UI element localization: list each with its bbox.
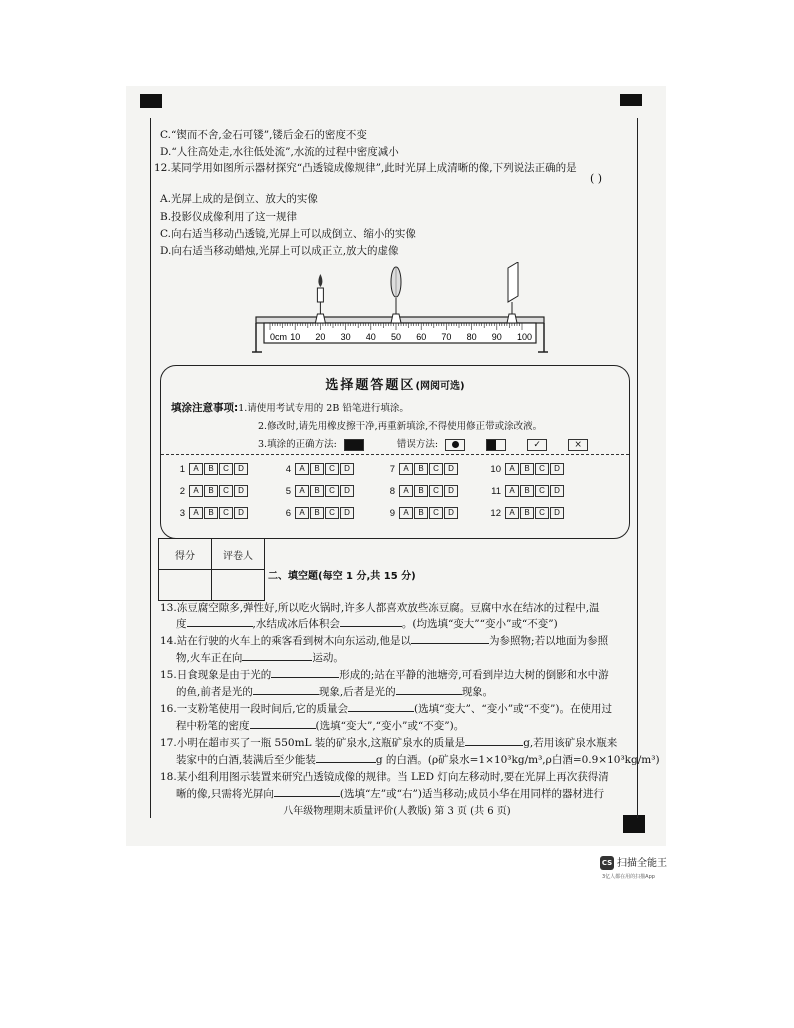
q15-text-4: 现象,后者是光的 [318, 686, 396, 698]
wrong-method-label: 错误方法: [396, 439, 439, 450]
answer-number: 10 [490, 463, 501, 475]
answer-bubble[interactable]: A [505, 463, 519, 475]
q14-text-3: 物,火车正在向 [176, 652, 243, 664]
answer-number: 11 [491, 485, 501, 497]
answer-bubble[interactable]: D [444, 463, 458, 475]
question-12: 12.某同学用如图所示器材探究“凸透镜成像规律”,此时光屏上成清晰的像,下列说法正确的是 [154, 162, 577, 174]
holder-base [391, 314, 401, 323]
option-c-q11: C.“锲而不舍,金石可镂”,镂后金石的密度不变 [160, 129, 367, 141]
q15-text-5: 现象。 [461, 686, 494, 698]
answer-bubble[interactable]: A [295, 507, 309, 519]
candle [315, 274, 325, 323]
answer-bubble[interactable]: B [414, 463, 428, 475]
answer-bubble[interactable]: C [429, 485, 443, 497]
question-14-line-1 [160, 634, 630, 648]
q17-text-3: 装家中的白酒,装满后至少能装 [176, 754, 316, 766]
answer-bubble[interactable]: D [550, 507, 564, 519]
ruler-tick-label: 70 [441, 332, 452, 342]
section-2-heading: 二、填空题(每空 1 分,共 15 分) [268, 571, 416, 582]
q14-blank-1[interactable] [411, 643, 489, 644]
answer-row [171, 463, 249, 475]
cs-logo-icon: CS [600, 856, 614, 870]
answer-row [171, 485, 249, 497]
question-13-line-2 [160, 617, 630, 631]
answer-bubble[interactable]: D [340, 463, 354, 475]
q17-text-1: 17.小明在超市买了一瓶 550mL 装的矿泉水,这瓶矿泉水的质量是 [160, 737, 466, 749]
answer-bubble[interactable]: B [414, 485, 428, 497]
answer-number: 5 [285, 485, 291, 497]
notice-text-1: 1.请使用考试专用的 2B 铅笔进行填涂。 [238, 403, 409, 414]
answer-bubble[interactable]: B [310, 485, 324, 497]
q15-blank-3[interactable] [396, 694, 462, 695]
answer-bubble[interactable]: C [535, 463, 549, 475]
question-15-line-2 [160, 685, 630, 699]
answer-bubble[interactable]: C [219, 463, 233, 475]
answer-bubble[interactable]: B [520, 507, 534, 519]
q13-text-1: 度 [176, 618, 187, 630]
answer-bubble[interactable]: A [189, 463, 203, 475]
q13-text-3: 。(均选填“变大”“变小”或“不变”) [401, 618, 558, 630]
answer-number: 3 [179, 507, 185, 519]
answer-bubble[interactable]: D [234, 507, 248, 519]
answer-bubble[interactable]: D [444, 485, 458, 497]
answer-bubble[interactable]: C [219, 485, 233, 497]
ruler-tick-label: 50 [391, 332, 402, 342]
answer-bubble[interactable]: B [310, 463, 324, 475]
grader-cell[interactable] [212, 570, 265, 601]
scanner-app-logo [600, 854, 667, 881]
q15-text-2: 形成的;站在平静的池塘旁,可看到岸边大树的倒影和水中游 [339, 669, 609, 681]
ruler-tick-label: 90 [491, 332, 502, 342]
answer-bubble[interactable]: A [399, 463, 413, 475]
q13-text-2: ,水结成冰后体积会 [252, 618, 340, 630]
question-16-line-1 [160, 702, 630, 716]
q16-blank-2[interactable] [250, 728, 316, 729]
answer-row [277, 463, 355, 475]
q18-text-1: 晰的像,只需将光屏向 [176, 788, 274, 800]
holder-base [315, 314, 325, 323]
wrong-fill-cross-sample: × [568, 439, 588, 451]
light-screen [507, 262, 518, 323]
page-footer: 八年级物理期末质量评价(人教版) 第 3 页 (共 6 页) [283, 806, 511, 817]
answer-bubble[interactable]: B [414, 507, 428, 519]
answer-bubble[interactable]: C [219, 507, 233, 519]
ruler-tick-label: 30 [340, 332, 351, 342]
q15-blank-1[interactable] [271, 677, 339, 678]
option-c-q12: C.向右适当移动凸透镜,光屏上可以成倒立、缩小的实像 [160, 228, 416, 240]
optical-bench-figure [250, 262, 550, 360]
answer-number: 4 [285, 463, 291, 475]
answer-area-title-note: (网阅可选) [415, 381, 465, 392]
q15-text-3: 的鱼,前者是光的 [176, 686, 253, 698]
holder-base [507, 314, 517, 323]
scanner-app-tagline: 3亿人都在用的扫描App [602, 874, 655, 880]
question-14-line-2 [160, 651, 630, 665]
dashed-separator [161, 454, 629, 455]
option-b-q12: B.投影仪成像利用了这一规律 [160, 211, 298, 223]
q16-blank-1[interactable] [348, 711, 414, 712]
answer-bubble[interactable]: C [535, 507, 549, 519]
q13-blank-2[interactable] [340, 626, 402, 627]
answer-row [487, 507, 565, 519]
answer-number: 1 [179, 463, 185, 475]
score-table [158, 538, 265, 601]
wrong-fill-half-sample [486, 439, 506, 451]
ruler-tick-label: 60 [416, 332, 427, 342]
question-17-line-1 [160, 736, 630, 750]
notice-line-1 [171, 400, 409, 415]
answer-bubble[interactable]: A [505, 507, 519, 519]
answer-bubble[interactable]: A [399, 485, 413, 497]
answer-area-title [161, 374, 629, 393]
answer-row [381, 463, 459, 475]
answer-row [277, 507, 355, 519]
answer-bubble[interactable]: C [325, 507, 339, 519]
q16-text-3: 程中粉笔的密度 [176, 720, 250, 732]
answer-bubble[interactable]: B [204, 485, 218, 497]
candle-flame [318, 274, 322, 287]
answer-row [171, 507, 249, 519]
question-13-line-1: 13.冻豆腐空隙多,弹性好,所以吃火锅时,许多人都喜欢放些冻豆腐。豆腐中水在结冰的过程中,温 [160, 602, 600, 614]
answer-sheet-area [160, 365, 630, 539]
answer-number: 12 [490, 507, 501, 519]
q18-blank-1[interactable] [274, 796, 340, 797]
score-cell[interactable] [159, 570, 212, 601]
answer-bubble[interactable]: A [189, 485, 203, 497]
notice-text-3: 3.填涂的正确方法: [258, 439, 337, 450]
option-a-q12: A.光屏上成的是倒立、放大的实像 [160, 193, 318, 205]
question-17-line-2 [160, 753, 660, 767]
answer-bubble[interactable]: A [295, 463, 309, 475]
answer-bubble[interactable]: C [429, 463, 443, 475]
answer-bubble[interactable]: C [325, 463, 339, 475]
ruler-tick-label: 0cm [270, 332, 288, 342]
question-16-line-2 [160, 719, 630, 733]
answer-number: 6 [285, 507, 291, 519]
answer-bubble[interactable]: D [550, 463, 564, 475]
answer-bubble[interactable]: B [204, 463, 218, 475]
q16-text-2: (选填“变大”、“变小”或“不变”)。在使用过 [414, 703, 612, 715]
q16-text-1: 16.一支粉笔使用一段时间后,它的质量会 [160, 703, 349, 715]
option-d-q12: D.向右适当移动蜡烛,光屏上可以成正立,放大的虚像 [160, 245, 399, 257]
q14-text-2: 为参照物;若以地面为参照 [489, 635, 609, 647]
answer-bubble[interactable]: A [189, 507, 203, 519]
notice-line-2: 2.修改时,请先用橡皮擦干净,再重新填涂,不得使用修正带或涂改液。 [258, 421, 543, 432]
ruler-tick-label: 80 [466, 332, 477, 342]
wrong-fill-check-sample: ✓ [527, 439, 547, 451]
candle-body [317, 288, 323, 302]
answer-bubble[interactable]: D [340, 507, 354, 519]
answer-bubble[interactable]: D [234, 485, 248, 497]
answer-row [487, 485, 565, 497]
q16-text-4: (选填“变大”,“变小”或“不变”)。 [315, 720, 465, 732]
answer-row [381, 485, 459, 497]
q17-text-4: g 的白酒。(ρ矿泉水=1×10³kg/m³,ρ白酒=0.9×10³kg/m³) [375, 754, 660, 766]
answer-bubble[interactable]: B [204, 507, 218, 519]
q15-blank-2[interactable] [253, 694, 319, 695]
answer-area-title-text: 选择题答题区 [325, 378, 416, 393]
answer-bracket: ( ) [590, 172, 603, 185]
question-15-line-1 [160, 668, 630, 682]
q18-text-2: (选填“左”或“右”)适当移动;成员小华在用同样的器材进行 [339, 788, 605, 800]
answer-bubble[interactable]: B [520, 463, 534, 475]
answer-bubble[interactable]: D [444, 507, 458, 519]
answer-bubble[interactable]: C [429, 507, 443, 519]
answer-bubble[interactable]: A [295, 485, 309, 497]
q14-blank-2[interactable] [242, 660, 312, 661]
answer-row [277, 485, 355, 497]
answer-number: 2 [179, 485, 185, 497]
q17-text-2: g,若用该矿泉水瓶来 [523, 737, 618, 749]
answer-bubble[interactable]: D [550, 485, 564, 497]
q17-blank-1[interactable] [465, 745, 523, 746]
answer-bubble[interactable]: D [234, 463, 248, 475]
notice-line-3 [258, 436, 592, 451]
correct-fill-sample [344, 439, 364, 451]
question-18-line-2 [160, 787, 630, 801]
answer-bubble[interactable]: A [399, 507, 413, 519]
q14-text-4: 运动。 [312, 652, 344, 664]
answer-bubble[interactable]: B [310, 507, 324, 519]
ruler-tick-label: 20 [315, 332, 326, 342]
ruler-tick-label: 100 [517, 332, 533, 342]
grader-header: 评卷人 [212, 539, 265, 570]
scanner-app-name: 扫描全能王 [617, 858, 667, 869]
answer-number: 7 [389, 463, 395, 475]
answer-row [487, 463, 565, 475]
answer-number: 8 [389, 485, 395, 497]
answer-bubble[interactable]: D [340, 485, 354, 497]
q17-blank-2[interactable] [316, 762, 376, 763]
answer-bubble[interactable]: B [520, 485, 534, 497]
wrong-fill-dot-sample [445, 439, 465, 451]
question-18-line-1: 18.某小组利用图示装置来研究凸透镜成像的规律。当 LED 灯向左移动时,要在光屏上再次获得清 [160, 771, 609, 783]
corner-mark-top-left [140, 94, 162, 108]
q15-text-1: 15.日食现象是由于光的 [160, 669, 272, 681]
answer-bubble[interactable]: C [535, 485, 549, 497]
answer-bubble[interactable]: A [505, 485, 519, 497]
score-header: 得分 [159, 539, 212, 570]
screen-panel [508, 262, 518, 302]
q13-blank-1[interactable] [187, 626, 253, 627]
convex-lens [391, 267, 401, 323]
notice-label: 填涂注意事项: [171, 402, 239, 414]
answer-bubble[interactable]: C [325, 485, 339, 497]
option-d-q11: D.“人往高处走,水往低处流”,水流的过程中密度减小 [160, 146, 399, 158]
ruler-tick-label: 40 [365, 332, 376, 342]
ruler-tick-label: 10 [290, 332, 301, 342]
answer-number: 9 [389, 507, 395, 519]
answer-row [381, 507, 459, 519]
q14-text-1: 14.站在行驶的火车上的乘客看到树木向东运动,他是以 [160, 635, 412, 647]
corner-mark-top-right [620, 94, 642, 106]
